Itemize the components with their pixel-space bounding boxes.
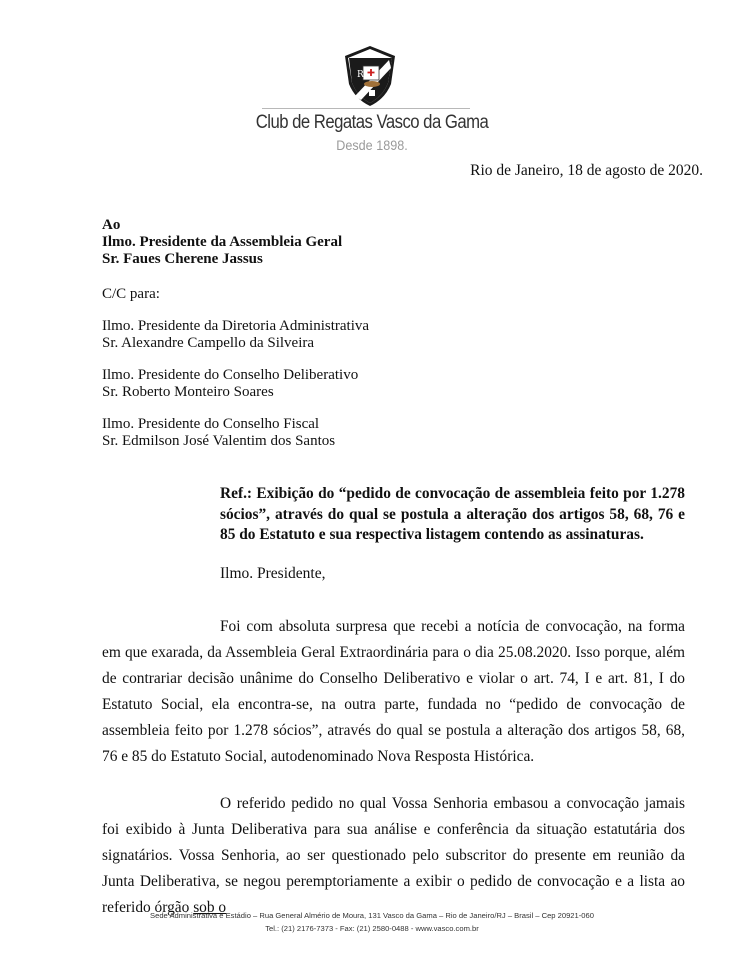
svg-text:R: R xyxy=(357,70,364,80)
paragraph-2-text: O referido pedido no qual Vossa Senhoria embasou a convocação jamais foi exibido à Junta Deliberativa para sua análise e conferência da situação estatutária dos signatários. Vossa Senhoria, ao ser questionado pelo subscritor do presente em reunião da Junta Deliberativa, se negou peremptoriamente a exibir o pedido de convocação e a lista ao referido órgão xyxy=(102,795,685,916)
cc-recipient xyxy=(102,318,369,352)
paragraph-1-text: Foi com absoluta surpresa que recebi a notícia de convocação, na forma em que exarada, da Assembleia Geral Extraordinária para o dia 25.08.2020. Isso porque, além de contrariar decisão unânime do Conselho Deliberativo e violar o art. 74, I e art. 81, I do Estatuto Social, ela encontra-se, na outra parte, fundada no “pedido de convocação de assembleia feito por 1.278 sócios”, através do qual se postula a alteração dos artigos 58, 68, 76 e 85 do Estatuto Social, autodenominado Nova Resposta Histórica. xyxy=(102,618,685,765)
body-paragraph-2 xyxy=(102,791,685,921)
cc-name: Sr. Roberto Monteiro Soares xyxy=(102,384,274,400)
cc-title: Ilmo. Presidente do Conselho Fiscal xyxy=(102,416,320,432)
addressee-block xyxy=(102,217,342,268)
vasco-crest-icon xyxy=(341,44,399,108)
body-paragraph-1 xyxy=(102,614,685,770)
letterhead-divider xyxy=(262,108,470,109)
salutation: Ilmo. Presidente, xyxy=(220,565,326,582)
cc-title: Ilmo. Presidente do Conselho Deliberativo xyxy=(102,367,359,383)
footer-contact: Tel.: (21) 2176-7373 - Fax: (21) 2580-0488 - www.vasco.com.br xyxy=(265,924,479,933)
footer-address: Sede Administrativa e Estádio – Rua General Almério de Moura, 131 Vasco da Gama – Rio de Janeiro/RJ – Brasil – Cep 20921-060 xyxy=(150,911,594,920)
cc-name: Sr. Edmilson José Valentim dos Santos xyxy=(102,433,336,449)
reference-subject: Ref.: Exibição do “pedido de convocação de assembleia feito por 1.278 sócios”, através do qual se postula a alteração dos artigos 58, 68, 76 e 85 do Estatuto e sua respectiva listagem contendo as assinaturas. xyxy=(220,485,685,543)
date-line: Rio de Janeiro, 18 de agosto de 2020. xyxy=(470,162,703,179)
cc-name: Sr. Alexandre Campello da Silveira xyxy=(102,335,315,351)
addressee-line-3: Sr. Faues Cherene Jassus xyxy=(102,251,263,267)
addressee-line-2: Ilmo. Presidente da Assembleia Geral xyxy=(102,234,343,250)
cc-recipient xyxy=(102,367,358,401)
club-name: Club de Regatas Vasco da Gama xyxy=(255,112,489,133)
cc-title: Ilmo. Presidente da Diretoria Administrativa xyxy=(102,318,370,334)
letterhead xyxy=(0,0,744,160)
cc-label: C/C para: xyxy=(102,286,160,302)
underlined-text: sob o xyxy=(193,899,227,916)
addressee-line-1: Ao xyxy=(102,217,121,233)
cc-recipient xyxy=(102,416,335,450)
club-since: Desde 1898. xyxy=(336,137,408,153)
